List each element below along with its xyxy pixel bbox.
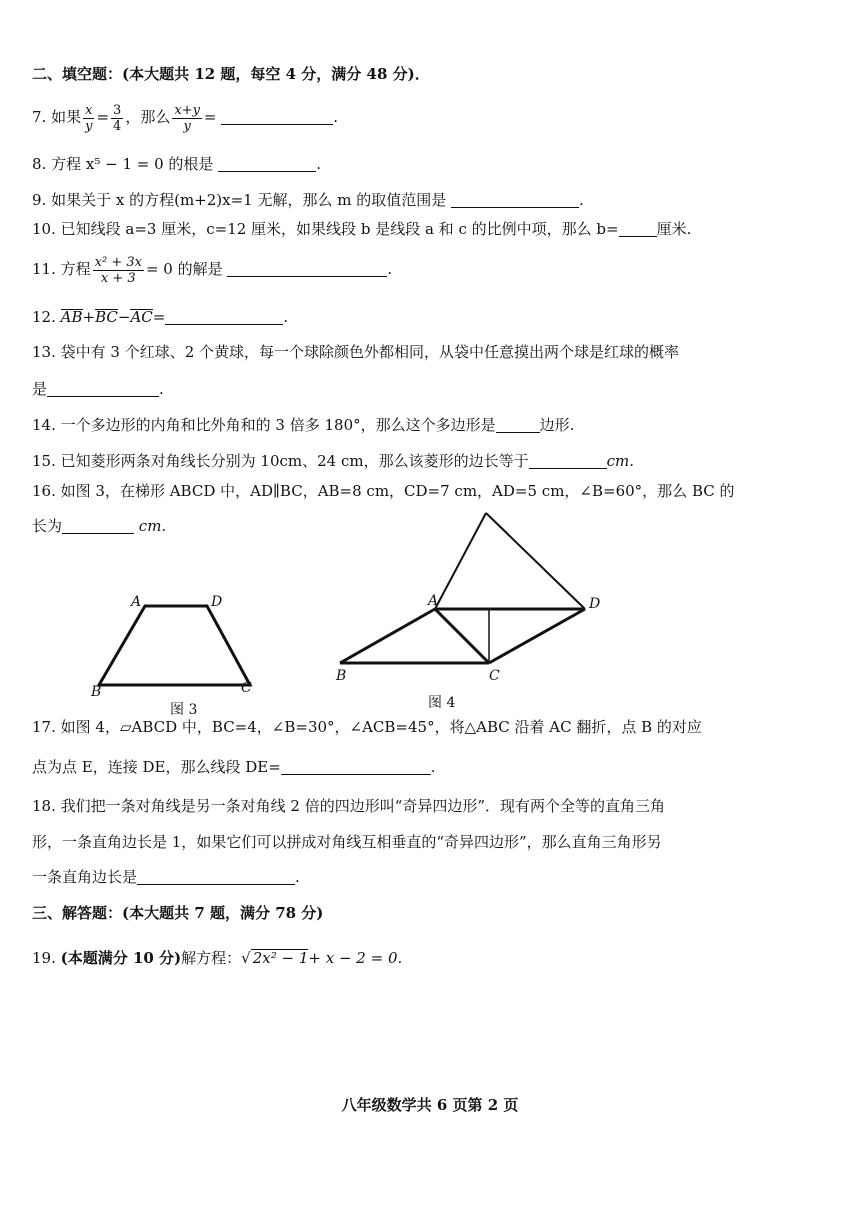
question-number: 16.	[32, 482, 56, 500]
question-number: 7.	[32, 108, 47, 126]
figure-4-caption: 图 4	[428, 695, 456, 711]
question-18	[32, 796, 665, 816]
answer-blank[interactable]	[281, 760, 431, 775]
answer-blank[interactable]	[137, 870, 295, 885]
segment-ae	[435, 513, 486, 609]
question-18-line-3	[32, 867, 300, 887]
question-text: 方程 x⁵ − 1 = 0 的根是	[51, 155, 214, 173]
equals-sign: =	[96, 108, 110, 126]
question-number: 19.	[32, 949, 56, 967]
question-number: 15.	[32, 452, 56, 470]
question-prefix: 解方程：	[181, 949, 242, 967]
question-text: 点为点 E，连接 DE，那么线段 DE=	[32, 758, 281, 776]
period: .	[387, 260, 393, 278]
fraction-xpy-over-y: $\frac{x+y}{y}$	[174, 102, 200, 134]
equation-rest: + x − 2 = 0.	[308, 949, 403, 967]
question-text: 已知菱形两条对角线长分别为 10cm、24 cm，那么该菱形的边长等于	[60, 452, 529, 470]
minus-sign: −	[117, 308, 131, 326]
question-17	[32, 717, 702, 737]
question-number: 8.	[32, 155, 47, 173]
period: .	[295, 868, 300, 886]
question-text: 如图 3，在梯形 ABCD 中，AD∥BC，AB=8 cm，CD=7 cm，AD=5 cm，∠B=60°，那么 BC 的	[60, 482, 735, 500]
fraction-x-over-y: $\frac{x}{y}$	[85, 102, 93, 134]
question-number: 17.	[32, 718, 56, 736]
question-17-line-2	[32, 757, 436, 777]
question-text: 长为	[32, 517, 63, 535]
segment-ac	[435, 609, 489, 663]
question-number: 9.	[32, 191, 47, 209]
q7-prefix: 如果	[51, 108, 82, 126]
plus-sign: +	[82, 308, 96, 326]
figure-3-caption: 图 3	[170, 702, 198, 718]
fig3-point-d: D	[211, 594, 223, 610]
question-text: 一条直角边长是	[32, 868, 138, 886]
period: .	[283, 308, 289, 326]
question-number: 13.	[32, 343, 56, 361]
period: .	[316, 155, 321, 173]
q11-middle: = 0 的解是	[145, 260, 223, 278]
fig4-point-a: A	[428, 593, 439, 609]
question-number: 14.	[32, 416, 56, 434]
radicand: 2x² − 1	[252, 949, 309, 967]
section-title-fill-in: 二、填空题：(本大题共 12 题，每空 4 分，满分 48 分)．	[32, 65, 430, 83]
fig3-point-c: C	[241, 680, 252, 696]
score-note: (本题满分 10 分)	[60, 949, 182, 967]
fraction-3-over-4: $\frac{3}{4}$	[113, 102, 122, 134]
page-footer: 八年级数学共 6 页第 2 页	[341, 1096, 519, 1114]
question-text: 形，一条直角边长是 1，如果它们可以拼成对角线互相垂直的“奇异四边形”，那么直角三角形另	[32, 833, 662, 851]
period: .	[579, 191, 584, 209]
question-number: 18.	[32, 797, 56, 815]
unit-text: 边形.	[539, 416, 575, 434]
unit-text: 厘米.	[656, 220, 692, 238]
unit-text: cm.	[138, 517, 167, 535]
figure-4-parallelogram	[340, 513, 585, 663]
vector-bc: BC	[95, 308, 118, 326]
figure-3-trapezoid	[99, 606, 250, 685]
question-text: 一个多边形的内角和比外角和的 3 倍多 180°，那么这个多边形是	[60, 416, 496, 434]
question-text: 如图 4，▱ABCD 中，BC=4，∠B=30°，∠ACB=45°，将△ABC 沿着 AC 翻折，点 B 的对应	[60, 718, 702, 736]
trapezoid-abcd	[99, 606, 250, 685]
unit-text: cm.	[606, 452, 635, 470]
question-number: 11.	[32, 260, 56, 278]
question-text: 如果关于 x 的方程(m+2)x=1 无解，那么 m 的取值范围是	[51, 191, 447, 209]
segment-cd	[489, 609, 585, 663]
equals-sign: =	[203, 108, 217, 126]
question-text: 袋中有 3 个红球、2 个黄球，每一个球除颜色外都相同，从袋中任意摸出两个球是红球的概率	[60, 343, 680, 361]
question-number: 12.	[32, 308, 56, 326]
fig4-point-b: B	[336, 668, 347, 684]
question-19	[32, 948, 402, 968]
period: .	[159, 380, 164, 398]
fig4-point-c: C	[489, 668, 500, 684]
question-text: 是	[32, 380, 48, 398]
section-title-solve: 三、解答题：(本大题共 7 题，满分 78 分)	[32, 904, 324, 922]
q7-middle: ，那么	[125, 108, 171, 126]
fig4-point-d: D	[589, 596, 601, 612]
equals-sign: =	[152, 308, 166, 326]
vector-ab: AB	[60, 308, 83, 326]
q11-prefix: 方程	[60, 260, 91, 278]
fraction-equation: $\frac{\text{x² + 3x}}{x + 3}$	[94, 254, 142, 286]
period: .	[333, 108, 339, 126]
question-number: 10.	[32, 220, 56, 238]
segment-ed	[486, 513, 585, 609]
question-text: 我们把一条对角线是另一条对角线 2 倍的四边形叫“奇异四边形”．现有两个全等的直角三角	[60, 797, 666, 815]
period: .	[430, 758, 436, 776]
question-18-line-2	[32, 832, 662, 852]
radical-sign: √	[241, 949, 251, 967]
fig3-point-b: B	[91, 684, 102, 700]
vector-ac: AC	[130, 308, 153, 326]
question-text: 已知线段 a=3 厘米，c=12 厘米，如果线段 b 是线段 a 和 c 的比例中项，那么 b=	[60, 220, 619, 238]
fig3-point-a: A	[131, 594, 142, 610]
segment-ab	[340, 609, 435, 663]
